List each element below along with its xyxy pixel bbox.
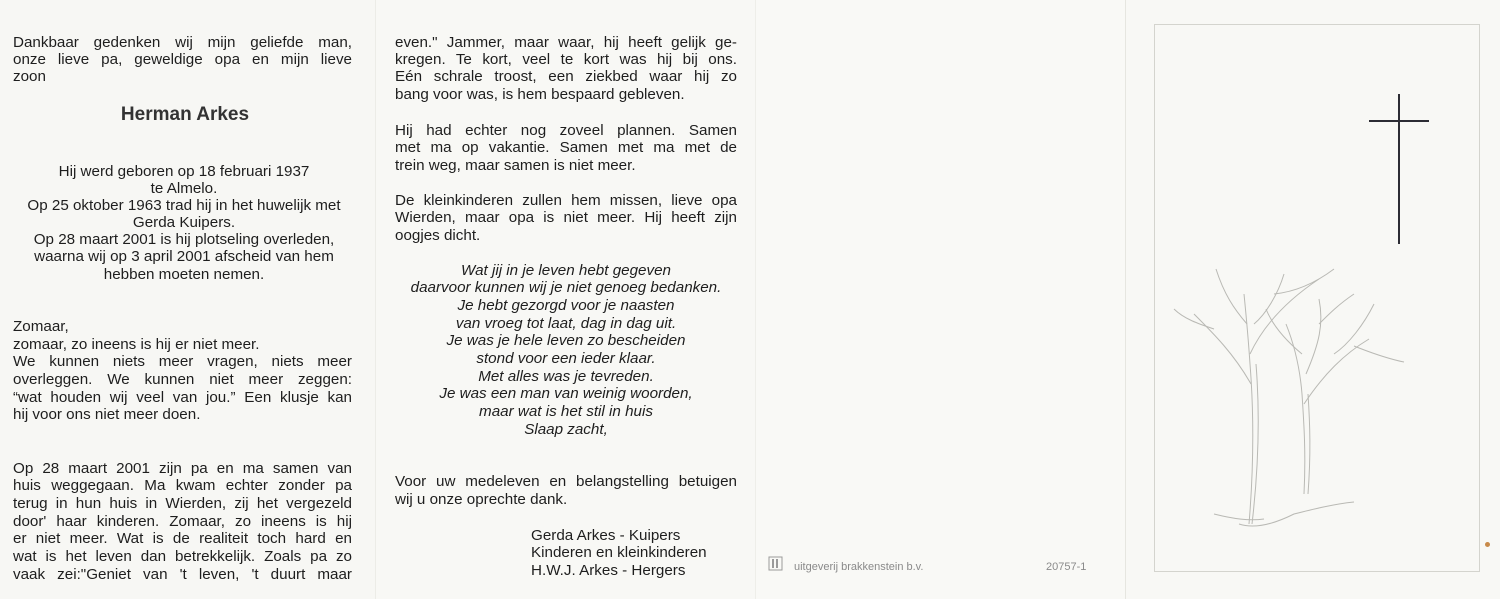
text-line: De kleinkinderen zullen hem missen, lieve opa bbox=[395, 192, 737, 209]
signature-line: H.W.J. Arkes - Hergers bbox=[531, 562, 686, 579]
poem-line: stond voor een ieder klaar. bbox=[476, 350, 656, 367]
text-line: Wierden, maar opa is niet meer. Hij heeft zijn bbox=[395, 209, 737, 226]
text-line: huis weggegaan. Ma kwam echter zonder pa bbox=[13, 477, 352, 494]
bio-line: Op 25 oktober 1963 trad hij in het huwelijk met bbox=[27, 197, 341, 214]
signature-line: Kinderen en kleinkinderen bbox=[531, 544, 707, 561]
panel-blank bbox=[755, 0, 1125, 599]
text-line: Hij had echter nog zoveel plannen. Samen bbox=[395, 122, 737, 139]
intro-line: onze lieve pa, geweldige opa en mijn lieve bbox=[13, 51, 352, 68]
text-line: hij voor ons niet meer doen. bbox=[13, 406, 201, 423]
poem-line: Wat jij in je leven hebt gegeven bbox=[461, 262, 671, 279]
poem-line: Je was een man van weinig woorden, bbox=[439, 385, 693, 402]
bio-line: Op 28 maart 2001 is hij plotseling overleden, bbox=[33, 231, 335, 248]
text-line: even." Jammer, maar waar, hij heeft gelijk ge- bbox=[395, 34, 737, 51]
tree-drawing bbox=[1174, 269, 1404, 526]
signature-line: Gerda Arkes - Kuipers bbox=[531, 527, 681, 544]
poem-line: daarvoor kunnen wij je niet genoeg bedanken. bbox=[410, 279, 722, 296]
bio-line: hebben moeten nemen. bbox=[103, 266, 265, 283]
ink-dot bbox=[1485, 542, 1490, 547]
text-line: Voor uw medeleven en belangstelling betuigen bbox=[395, 473, 737, 490]
cover-artwork bbox=[1154, 24, 1480, 572]
deceased-name: Herman Arkes bbox=[120, 104, 250, 125]
cross-icon bbox=[1369, 94, 1429, 244]
poem-line: Je hebt gezorgd voor je naasten bbox=[457, 297, 675, 314]
bio-line: te Almelo. bbox=[150, 180, 218, 197]
panel-middle bbox=[375, 0, 755, 599]
poem-line: van vroeg tot laat, dag in dag uit. bbox=[455, 315, 677, 332]
text-line: Eén schrale troost, een ziekbed waar hij zo bbox=[395, 68, 737, 85]
text-line: wat is het leven dan betrekkelijk. Zoals pa zo bbox=[13, 548, 352, 565]
text-line: trein weg, maar samen is niet meer. bbox=[395, 157, 636, 174]
publisher-name: uitgeverij brakkenstein b.v. bbox=[794, 561, 924, 573]
text-line: zomaar, zo ineens is hij er niet meer. bbox=[13, 336, 260, 353]
text-line: er niet meer. Wat is de realiteit toch hard en bbox=[13, 530, 352, 547]
text-line: wij u onze oprechte dank. bbox=[395, 491, 568, 508]
text-line: terug in hun huis in Wierden, zij het vergezeld bbox=[13, 495, 352, 512]
panel-left bbox=[0, 0, 375, 599]
poem-line: Slaap zacht, bbox=[524, 421, 608, 438]
poem-line: Met alles was je tevreden. bbox=[478, 368, 654, 385]
text-line: Op 28 maart 2001 zijn pa en ma samen van bbox=[13, 460, 352, 477]
card-code: 20757-1 bbox=[1046, 561, 1087, 573]
bio-line: Hij werd geboren op 18 februari 1937 bbox=[58, 163, 310, 180]
text-line: kregen. Te kort, veel te kort was hij bij ons. bbox=[395, 51, 737, 68]
text-line: door' haar kinderen. Zomaar, zo ineens is hij bbox=[13, 513, 352, 530]
panel-cover bbox=[1125, 0, 1500, 599]
text-line: Zomaar, bbox=[13, 318, 69, 335]
bio-line: Gerda Kuipers. bbox=[132, 214, 236, 231]
text-line: We kunnen niets meer vragen, niets meer bbox=[13, 353, 352, 370]
intro-line: zoon bbox=[13, 68, 46, 85]
poem-line: Je was je hele leven zo bescheiden bbox=[446, 332, 686, 349]
intro-line: Dankbaar gedenken wij mijn geliefde man, bbox=[13, 34, 352, 51]
publisher-logo-icon bbox=[768, 556, 783, 571]
text-line: overleggen. We kunnen niet meer zeggen: bbox=[13, 371, 352, 388]
text-line: vaak zei:"Geniet van 't leven, 't duurt maar bbox=[13, 566, 352, 583]
text-line: oogjes dicht. bbox=[395, 227, 481, 244]
poem-line: maar wat is het stil in huis bbox=[479, 403, 653, 420]
bio-line: waarna wij op 3 april 2001 afscheid van hem bbox=[34, 248, 334, 265]
text-line: met ma op vakantie. Samen met ma met de bbox=[395, 139, 737, 156]
text-line: bang voor was, is hem bespaard gebleven. bbox=[395, 86, 685, 103]
text-line: “wat houden wij veel van jou.” Een klusje kan bbox=[13, 389, 352, 406]
